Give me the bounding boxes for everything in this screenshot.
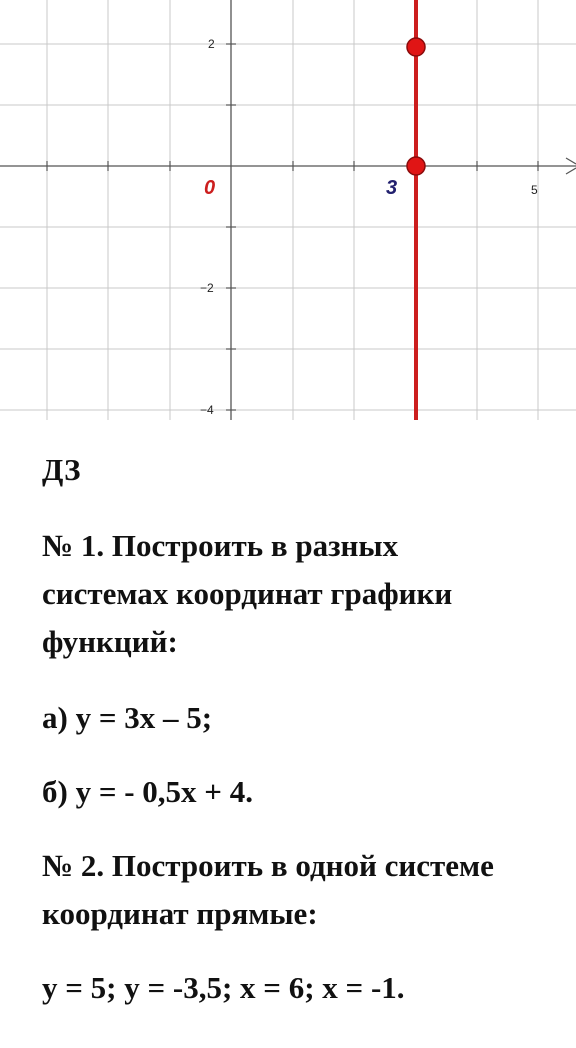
task1-line-3: функций: — [42, 624, 178, 659]
y-tick-label-2: 2 — [208, 37, 215, 51]
task2-line-2: координат прямые: — [42, 896, 318, 931]
x-tick-label-5: 5 — [531, 183, 538, 197]
homework-title: ДЗ — [42, 452, 81, 487]
y-tick-label-minus-2: −2 — [200, 281, 214, 295]
origin-label: 0 — [204, 177, 216, 199]
task1-a: а) у = 3х – 5; — [42, 700, 213, 735]
coordinate-graph — [0, 0, 576, 420]
graph-svg — [0, 0, 576, 420]
task1-line-1: № 1. Построить в разных — [42, 528, 399, 563]
grid-lines — [0, 0, 576, 420]
task2-equations: у = 5; у = -3,5; х = 6; х = -1. — [42, 970, 405, 1005]
task1-line-2: системах координат графики — [42, 576, 453, 611]
point-3-2 — [407, 38, 425, 56]
point-3-0 — [407, 157, 425, 175]
line-x-label: 3 — [386, 177, 398, 199]
task1-b: б) у = - 0,5х + 4. — [42, 774, 253, 809]
y-tick-label-minus-4: −4 — [200, 403, 214, 417]
task2-line-1: № 2. Построить в одной системе — [42, 848, 494, 883]
